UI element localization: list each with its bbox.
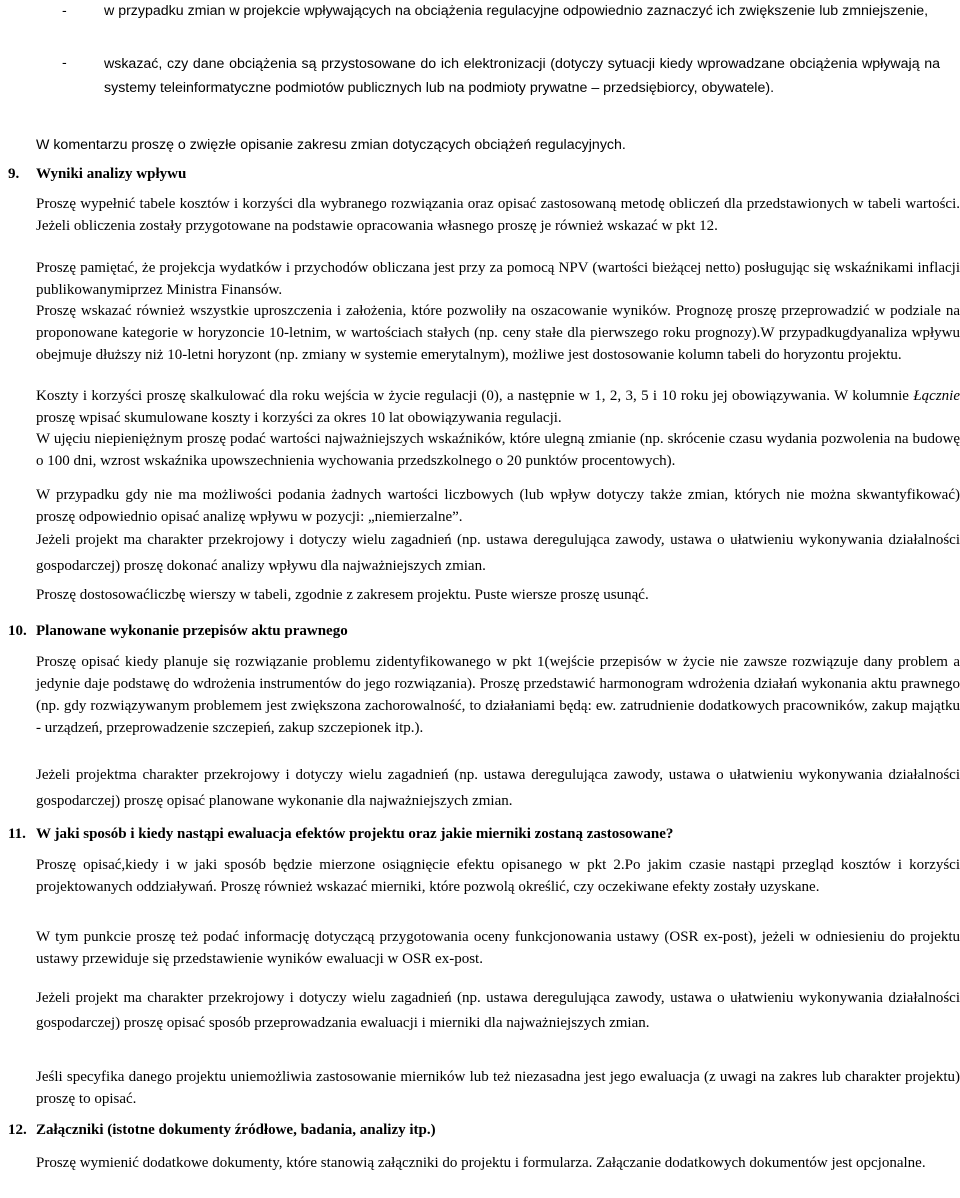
section-9-paragraph-costs <box>36 385 960 429</box>
bullet-item-electronization: wskazać, czy dane obciążenia są przystosowane do ich elektronizacji (dotyczy sytuacji kiedy wprowadzane obciążenia wpływają na systemy teleinformatyczne podmiotów publicznych lub na podmioty prywatne – przedsiębiorcy, obywatele). <box>104 56 940 96</box>
bullet-marker: - <box>62 55 67 71</box>
section-11-paragraph: Jeżeli projekt ma charakter przekrojowy i dotyczy wielu zagadnień (np. ustawa deregulująca zawody, ustawa o ułatwieniu wykonywania działalności gospodarczej) proszę opisać sposób przeprowadzania ewaluacji i mierniki dla najważniejszych zmian. <box>36 990 960 1031</box>
section-9-paragraph: W ujęciu niepieniężnym proszę podać wartości najważniejszych wskaźników, które ulegną zmianie (np. skrócenie czasu wydania pozwolenia na budowę o 100 dni, wzrost wskaźnika upowszechnienia wychowania przedszkolnego o 20 punktów procentowych). <box>36 431 960 469</box>
section-10-paragraph: Jeżeli projektma charakter przekrojowy i dotyczy wielu zagadnień (np. ustawa deregulująca zawody, ustawa o ułatwieniu wykonywania działalności gospodarczej) proszę opisać planowane wykonanie dla najważniejszych zmian. <box>36 767 960 809</box>
section-11-number: 11. <box>8 826 26 842</box>
text-run: proszę wpisać skumulowane koszty i korzyści za okres 10 lat obowiązywania regulacji. <box>36 410 562 426</box>
section-11-title: W jaki sposób i kiedy nastąpi ewaluacja efektów projektu oraz jakie mierniki zostaną zastosowane? <box>36 826 674 842</box>
section-11-paragraph: W tym punkcie proszę też podać informację dotyczącą przygotowania oceny funkcjonowania ustawy (OSR ex-post), jeżeli w odniesieniu do projektu ustawy przewiduje się przedstawienie wyników ewaluacji w OSR ex-post. <box>36 929 960 967</box>
section-10-number: 10. <box>8 623 27 639</box>
section-9-number: 9. <box>8 166 20 182</box>
section-12-paragraph: Proszę wymienić dodatkowe dokumenty, które stanowią załączniki do projektu i formularza. Załączanie dodatkowych dokumentów jest opcjonalne. <box>36 1155 926 1171</box>
section-10-paragraph: Proszę opisać kiedy planuje się rozwiązanie problemu zidentyfikowanego w pkt 1(wejście przepisów w życie nie zawsze rozwiązuje dany problem a jedynie daje podstawę do wdrożenia instrumentów do jego rozwiązania). Proszę przedstawić harmonogram wdrożenia działań wykonania aktu prawnego (np. gdy rozwiązywanym problemem jest zwiększona zachorowalność, to działaniami będą: ew. zatrudnienie dodatkowych pracowników, zakup majątku - urządzeń, przeprowadzenie szczepień, zakup szczepionek itp.). <box>36 654 960 736</box>
bullet-marker: - <box>62 3 67 19</box>
section-9-paragraph: Proszę wypełnić tabele kosztów i korzyści dla wybranego rozwiązania oraz opisać zastosowaną metodę obliczeń dla przedstawionych w tabeli wartości. Jeżeli obliczenia zostały przygotowane na podstawie opracowania własnego proszę je również wskazać w pkt 12. <box>36 196 960 234</box>
section-9-title: Wyniki analizy wpływu <box>36 166 187 182</box>
section-9-paragraph: W przypadku gdy nie ma możliwości podania żadnych wartości liczbowych (lub wpływ dotyczy także zmian, których nie można skwantyfikować) proszę odpowiednio opisać analizę wpływu w pozycji: „niemierzalne”. <box>36 487 960 525</box>
section-12-number: 12. <box>8 1122 27 1138</box>
section-9-paragraph: Proszę dostosowaćliczbę wierszy w tabeli, zgodnie z zakresem projektu. Puste wiersze proszę usunąć. <box>36 587 649 603</box>
bullet-item-load-changes: w przypadku zmian w projekcie wpływających na obciążenia regulacyjne odpowiednio zaznaczyć ich zwiększenie lub zmniejszenie, <box>104 3 929 19</box>
section-11-paragraph: Jeśli specyfika danego projektu uniemożliwia zastosowanie mierników lub też niezasadna jest jego ewaluacja (z uwagi na zakres lub charakter projektu) proszę to opisać. <box>36 1069 960 1107</box>
italic-term: Łącznie <box>913 388 960 404</box>
section-9-paragraph: Proszę pamiętać, że projekcja wydatków i przychodów obliczana jest przy za pomocą NPV (wartości bieżącej netto) posługując się wskaźnikami inflacji publikowanymiprzez Ministra Finansów. <box>36 260 960 298</box>
section-10-title: Planowane wykonanie przepisów aktu prawnego <box>36 623 348 639</box>
section-11-paragraph: Proszę opisać,kiedy i w jaki sposób będzie mierzone osiągnięcie efektu opisanego w pkt 2.Po jakim czasie nastąpi przegląd kosztów i korzyści projektowanych oddziaływań. Proszę również wskazać mierniki, które pozwolą określić, czy oczekiwane efekty zostały uzyskane. <box>36 857 960 895</box>
comment-note: W komentarzu proszę o zwięzłe opisanie zakresu zmian dotyczących obciążeń regulacyjnych. <box>36 137 626 153</box>
section-12-title: Załączniki (istotne dokumenty źródłowe, badania, analizy itp.) <box>36 1122 436 1138</box>
section-9-paragraph: Proszę wskazać również wszystkie uproszczenia i założenia, które pozwoliły na oszacowanie wyników. Prognozę proszę przeprowadzić w podziale na proponowane kategorie w horyzoncie 10-letnim, w wartościach stałych (np. ceny stałe dla pierwszego roku prognozy).W przypadkugdyanaliza wpływu obejmuje dłuższy niż 10-letni horyzont (np. zmiany w systemie emerytalnym), możliwe jest dostosowanie kolumn tabeli do horyzontu projektu. <box>36 303 960 363</box>
text-run: Koszty i korzyści proszę skalkulować dla roku wejścia w życie regulacji (0), a następnie w 1, 2, 3, 5 i 10 roku jej obowiązywania. W kolumnie <box>36 388 914 404</box>
section-9-paragraph: Jeżeli projekt ma charakter przekrojowy i dotyczy wielu zagadnień (np. ustawa deregulująca zawody, ustawa o ułatwieniu wykonywania działalności gospodarczej) proszę dokonać analizy wpływu dla najważniejszych zmian. <box>36 532 960 574</box>
